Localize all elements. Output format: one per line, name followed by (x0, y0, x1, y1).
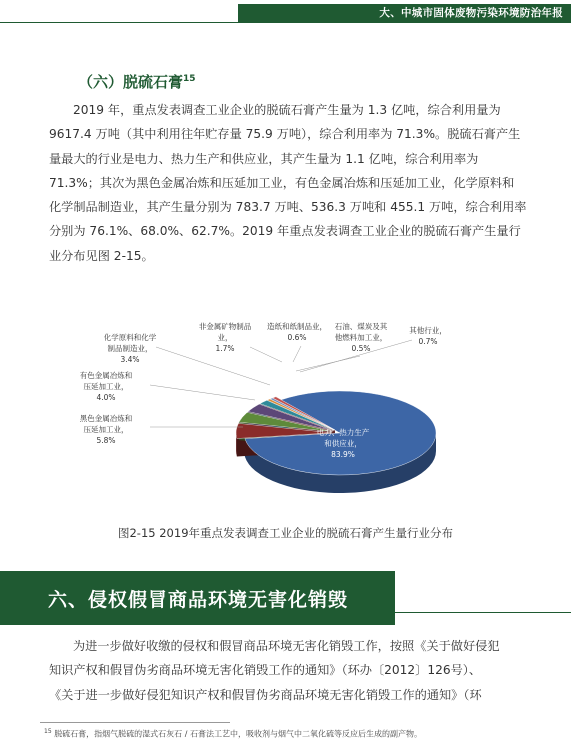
leader-line (293, 346, 301, 362)
paragraph-line: 《关于进一步做好侵犯知识产权和假冒伪劣商品环境无害化销毁工作的通知》（环 (49, 687, 482, 702)
slice-label (80, 370, 133, 402)
slice-name-label: 造纸和纸制品业， (267, 322, 327, 331)
slice-label (104, 332, 157, 364)
slice-label (80, 413, 133, 445)
slice-name-label: 有色金属冶炼和 (79, 371, 133, 380)
slice-name-label: 石油、煤炭及其 (334, 322, 388, 331)
slice-value-label: 1.7% (215, 344, 235, 353)
slice-name-label: 其他行业， (409, 326, 447, 335)
leader-line (296, 356, 360, 371)
header-title: 大、中城市固体废物污染环境防治年报 (379, 7, 563, 19)
section-title-text: （六）脱硫石膏 (78, 73, 184, 91)
slice-value-label: 0.7% (418, 337, 438, 346)
leader-line (150, 385, 255, 400)
header-rule (0, 22, 571, 23)
figure-caption: 图2-15 2019年重点发表调查工业企业的脱硫石膏产生量行业分布 (117, 526, 454, 540)
slice-name-label: 电力、热力生产 (316, 428, 370, 437)
leader-line (156, 347, 270, 385)
slice-value-label: 5.8% (96, 436, 116, 445)
pie-chart (60, 315, 520, 515)
slice-name-label: 制品制造业， (107, 344, 153, 353)
slice-label (267, 321, 327, 342)
banner-title: 六、侵权假冒商品环境无害化销毁 (48, 589, 349, 611)
footnote-number: 15 (44, 728, 52, 735)
paragraph-line: 业分布见图 2-15。 (49, 248, 154, 263)
paragraph-line: 量最大的行业是电力、热力生产和供应业，其产生量为 1.1 亿吨，综合利用率为 (49, 151, 479, 166)
slice-name-label: 压延加工业， (83, 382, 129, 391)
slice-name-label: 压延加工业， (83, 425, 129, 434)
slice-value-label: 83.9% (331, 450, 355, 459)
slice-name-label: 和供应业， (324, 439, 362, 448)
slice-value-label: 0.5% (351, 344, 371, 353)
paragraph-desulfurization (49, 98, 552, 268)
slice-name-label: 化学原料和化学 (103, 333, 157, 342)
footnote-text: 脱硫石膏，指烟气脱硫的湿式石灰石 / 石膏法工艺中，吸收剂与烟气中二氧化硫等反应后生成的副产物。 (54, 729, 422, 739)
paragraph-line: 分别为 76.1%、68.0%、62.7%。2019 年重点发表调查工业企业的脱硫石膏产生量行 (49, 224, 521, 239)
section-title (78, 71, 196, 92)
slice-name-label: 他燃料加工业， (334, 333, 388, 342)
footnote (44, 728, 422, 740)
slice-name-label: 黑色金属冶炼和 (79, 414, 133, 423)
footnote-rule (40, 722, 230, 723)
paragraph-line: 知识产权和假冒伪劣商品环境无害化销毁工作的通知》（环办〔2012〕126号）、 (49, 663, 482, 678)
slice-name-label: 非金属矿物制品 (198, 322, 252, 331)
pie-chart-svg (60, 315, 520, 515)
paragraph-line: 71.3%；其次为黑色金属冶炼和压延加工业，有色金属冶炼和压延加工业，化学原料和 (49, 175, 515, 190)
paragraph-line: 化学制品制造业，其产生量分别为 783.7 万吨、536.3 万吨和 455.1 万吨，综合利用率 (49, 200, 527, 215)
slice-label (335, 321, 388, 353)
paragraph-line: 为进一步做好收缴的侵权和假冒商品环境无害化销毁工作，按照《关于做好侵犯 (73, 639, 500, 653)
paragraph-line: 9617.4 万吨（其中利用往年贮存量 75.9 万吨），综合利用率为 71.3%。脱硫石膏产生 (49, 127, 521, 142)
footnote-ref: 15 (183, 74, 196, 84)
slice-name-label: 业， (217, 333, 233, 342)
page-header (0, 0, 571, 22)
slice-value-label: 0.6% (287, 333, 307, 342)
banner-rule (395, 612, 571, 613)
paragraph-line: 2019 年，重点发表调查工业企业的脱硫石膏产生量为 1.3 亿吨，综合利用量为 (73, 103, 501, 117)
slice-value-label: 3.4% (120, 355, 140, 364)
paragraph-counterfeit (49, 634, 552, 707)
slice-value-label: 4.0% (96, 393, 116, 402)
leader-line (250, 347, 282, 362)
slice-label (199, 321, 252, 353)
slice-label (409, 325, 447, 346)
